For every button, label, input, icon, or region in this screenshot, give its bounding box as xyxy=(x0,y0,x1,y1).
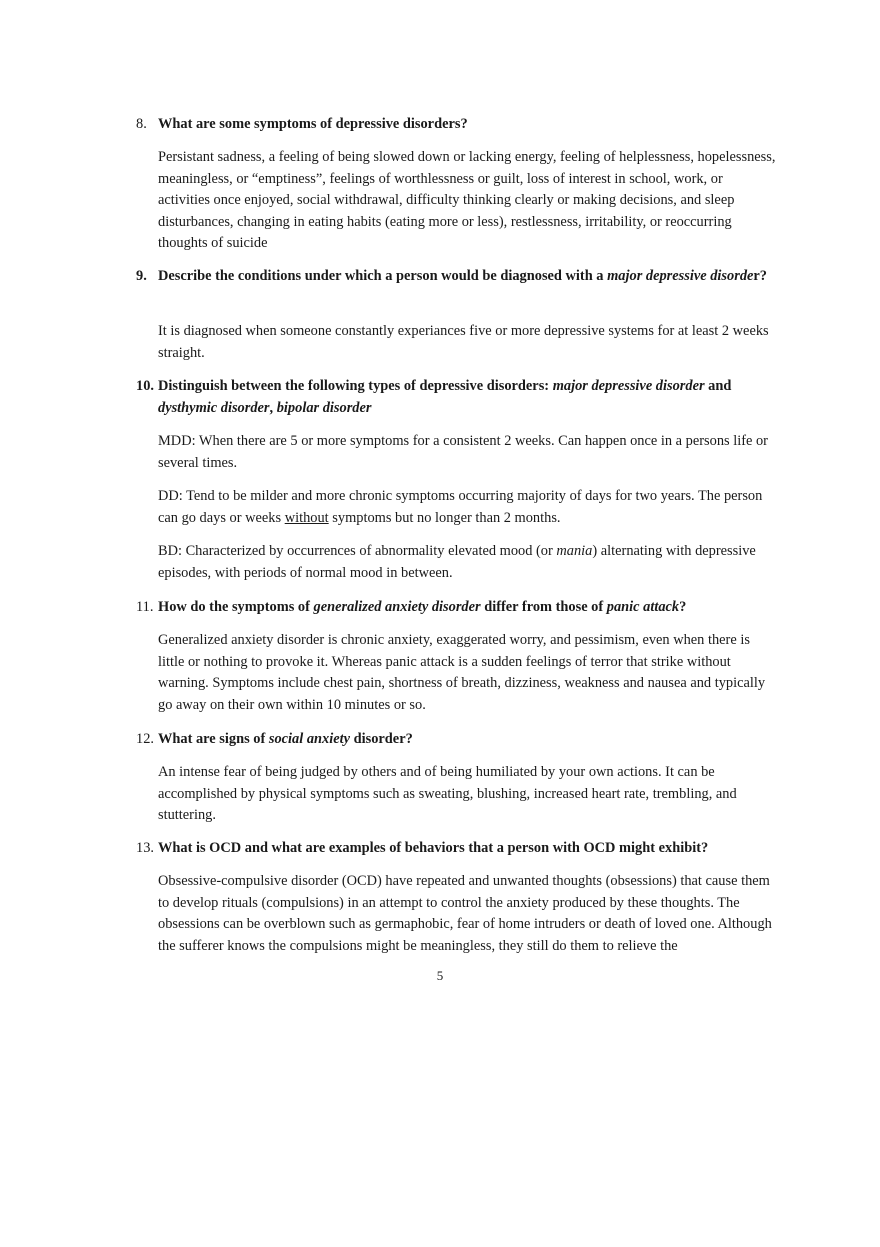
question-text-part: Distinguish between the following types of depressive disorders: xyxy=(158,378,553,394)
question-text xyxy=(158,266,776,288)
question-number: 8. xyxy=(136,116,147,132)
question-emphasis: dysthymic disorder xyxy=(158,399,270,416)
question-text-part: What are signs of xyxy=(158,731,269,747)
question-10 xyxy=(136,376,776,419)
answer-text-part: DD: Tend to be milder and more chronic symptoms occurring majority of days for two years. The person can go days or weeks xyxy=(158,488,763,526)
question-emphasis: bipolar disorder xyxy=(276,399,372,416)
question-number: 10. xyxy=(136,378,154,394)
answer-8: Persistant sadness, a feeling of being slowed down or lacking energy, feeling of helplessness, hopelessness, meaningless, or “emptiness”, feelings of worthlessness or guilt, loss of interest in school, work, or activities once enjoyed, social withdrawal, difficulty thinking clearly or making decisions, and sleep disturbances, changing in eating habits (eating more or less), restlessness, irritability, or reoccurring thoughts of suicide xyxy=(158,149,776,252)
question-text: What is OCD and what are examples of behaviors that a person with OCD might exhibit? xyxy=(158,840,709,856)
question-number: 9. xyxy=(136,268,147,284)
answer-text-part: symptoms but no longer than 2 months. xyxy=(328,509,561,526)
page-number: 5 xyxy=(436,968,444,983)
answer-10-bd xyxy=(158,541,778,584)
question-number: 12. xyxy=(136,731,154,747)
question-text xyxy=(158,597,776,619)
answer-text-part: ) alternating with depressive episodes, with periods of normal mood in between. xyxy=(158,543,756,581)
answer-13: Obsessive-compulsive disorder (OCD) have repeated and unwanted thoughts (obsessions) that cause them to develop rituals (compulsions) in an attempt to control the anxiety produced by these thoughts. The obsessions can be overblown such as germaphobic, fear of home intruders or death of loved one. Although the sufferer knows the compulsions might be meaningless, they still do them to relieve the xyxy=(158,873,772,954)
question-12 xyxy=(136,729,776,751)
question-text-part: ? xyxy=(679,599,687,615)
question-9 xyxy=(136,266,776,288)
question-number: 13. xyxy=(136,840,154,856)
question-emphasis: major depressive disorde xyxy=(607,268,754,284)
question-number: 11. xyxy=(136,599,154,615)
answer-emphasis: mania xyxy=(556,543,593,559)
question-text xyxy=(158,729,776,751)
answer-11: Generalized anxiety disorder is chronic anxiety, exaggerated worry, and pessimism, even when there is little or nothing to provoke it. Whereas panic attack is a sudden feelings of terror that strike without warning. Symptoms include chest pain, shortness of breath, dizziness, weakness and nausea and typically go away on their own within 10 minutes or so. xyxy=(158,632,766,713)
question-text-part: How do the symptoms of xyxy=(158,599,314,615)
question-8 xyxy=(136,114,776,136)
question-emphasis: social anxiety xyxy=(268,731,351,747)
question-13 xyxy=(136,838,776,860)
question-text-part: Describe the conditions under which a person would be diagnosed with a xyxy=(158,268,608,284)
answer-underlined: without xyxy=(284,509,329,526)
answer-10-mdd: MDD: When there are 5 or more symptoms for a consistent 2 weeks. Can happen once in a persons life or several times. xyxy=(158,433,768,471)
question-text: What are some symptoms of depressive disorders? xyxy=(158,116,468,132)
question-11 xyxy=(136,597,776,619)
answer-9: It is diagnosed when someone constantly experiances five or more depressive systems for at least 2 weeks straight. xyxy=(158,323,769,361)
question-emphasis: major depressive disorder xyxy=(552,378,705,394)
question-text-part: , xyxy=(269,399,277,416)
question-emphasis: generalized anxiety disorder xyxy=(313,599,481,615)
question-text-part: and xyxy=(704,378,732,394)
answer-12: An intense fear of being judged by others and of being humiliated by your own actions. It can be accomplished by physical symptoms such as sweating, blushing, increased heart rate, trembling, and stuttering. xyxy=(158,764,737,824)
question-text-part: disorder? xyxy=(350,731,413,747)
question-text xyxy=(158,376,776,419)
answer-10-dd xyxy=(158,486,778,529)
question-text-part: differ from those of xyxy=(480,599,607,615)
question-emphasis: panic attack xyxy=(606,599,680,615)
answer-text-part: BD: Characterized by occurrences of abnormality elevated mood (or xyxy=(158,543,557,559)
question-text-part: r? xyxy=(753,268,767,284)
